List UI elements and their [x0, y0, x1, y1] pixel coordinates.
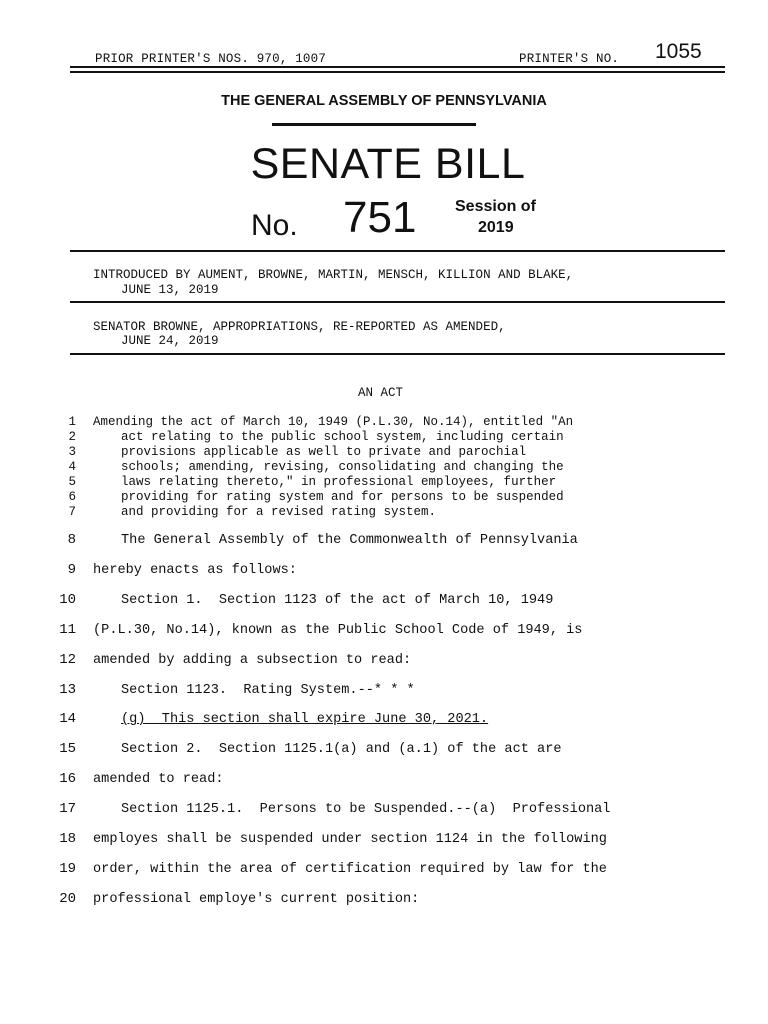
bill-type-title: SENATE BILL [250, 140, 526, 188]
line-number: 19 [59, 861, 76, 877]
header-rule-bottom [70, 71, 725, 73]
line-number: 12 [59, 652, 76, 668]
title-line: laws relating thereto," in professional employees, further [121, 475, 557, 489]
line-number: 2 [68, 430, 76, 444]
line-number: 4 [68, 460, 76, 474]
line-number: 11 [59, 622, 76, 638]
session-year: 2019 [478, 219, 514, 236]
bill-number-label: No. [251, 209, 298, 242]
line-number: 17 [59, 801, 76, 817]
body-line: Section 1125.1. Persons to be Suspended.--(a) Professional [121, 802, 611, 817]
line-number: 18 [59, 831, 76, 847]
line-number: 5 [68, 475, 76, 489]
line-number: 16 [59, 771, 76, 787]
line-number: 6 [68, 490, 76, 504]
printers-number-label: PRINTER'S NO. [519, 52, 620, 66]
body-line: employes shall be suspended under section 1124 in the following [93, 832, 607, 847]
amendment-inserted-text: (g) This section shall expire June 30, 2021. [121, 712, 489, 727]
line-number: 1 [68, 415, 76, 429]
body-line: The General Assembly of the Commonwealth of Pennsylvania [121, 533, 578, 548]
general-assembly-title: THE GENERAL ASSEMBLY OF PENNSYLVANIA [221, 93, 547, 109]
line-number: 3 [68, 445, 76, 459]
line-number: 9 [67, 562, 76, 578]
body-line: amended by adding a subsection to read: [93, 653, 412, 668]
line-number: 14 [59, 711, 76, 727]
title-line: providing for rating system and for persons to be suspended [121, 490, 564, 504]
body-line: Section 1123. Rating System.--* * * [121, 683, 415, 698]
body-line: order, within the area of certification required by law for the [93, 862, 607, 877]
title-divider [272, 123, 476, 126]
section-rule [70, 301, 725, 303]
header-rule-top [70, 66, 725, 68]
committee-action-line: SENATOR BROWNE, APPROPRIATIONS, RE-REPORTED AS AMENDED, [93, 320, 506, 334]
title-line: provisions applicable as well to private and parochial [121, 445, 527, 459]
prior-printers-numbers: PRIOR PRINTER'S NOS. 970, 1007 [95, 52, 327, 66]
title-line: and providing for a revised rating system. [121, 505, 437, 519]
session-label: Session of [455, 198, 536, 215]
body-line: amended to read: [93, 772, 224, 787]
bill-number: 751 [343, 193, 417, 242]
line-number: 8 [67, 532, 76, 548]
title-line: schools; amending, revising, consolidating and changing the [121, 460, 564, 474]
committee-action-date: JUNE 24, 2019 [121, 334, 219, 348]
introduced-by-line: INTRODUCED BY AUMENT, BROWNE, MARTIN, MENSCH, KILLION AND BLAKE, [93, 268, 574, 282]
title-line: act relating to the public school system, including certain [121, 430, 564, 444]
line-number: 10 [59, 592, 76, 608]
body-line: Section 2. Section 1125.1(a) and (a.1) of the act are [121, 742, 562, 757]
printers-number: 1055 [655, 40, 702, 63]
section-rule [70, 250, 725, 252]
body-line: professional employe's current position: [93, 892, 420, 907]
line-number: 13 [59, 682, 76, 698]
line-number: 20 [59, 891, 76, 907]
body-line: hereby enacts as follows: [93, 563, 297, 578]
line-number: 7 [68, 505, 76, 519]
title-line: Amending the act of March 10, 1949 (P.L.30, No.14), entitled "An [93, 415, 574, 429]
act-heading: AN ACT [358, 386, 404, 400]
line-number: 15 [59, 741, 76, 757]
introduced-date: JUNE 13, 2019 [121, 283, 219, 297]
body-line: Section 1. Section 1123 of the act of March 10, 1949 [121, 593, 554, 608]
body-line: (P.L.30, No.14), known as the Public School Code of 1949, is [93, 623, 583, 638]
section-rule [70, 353, 725, 355]
